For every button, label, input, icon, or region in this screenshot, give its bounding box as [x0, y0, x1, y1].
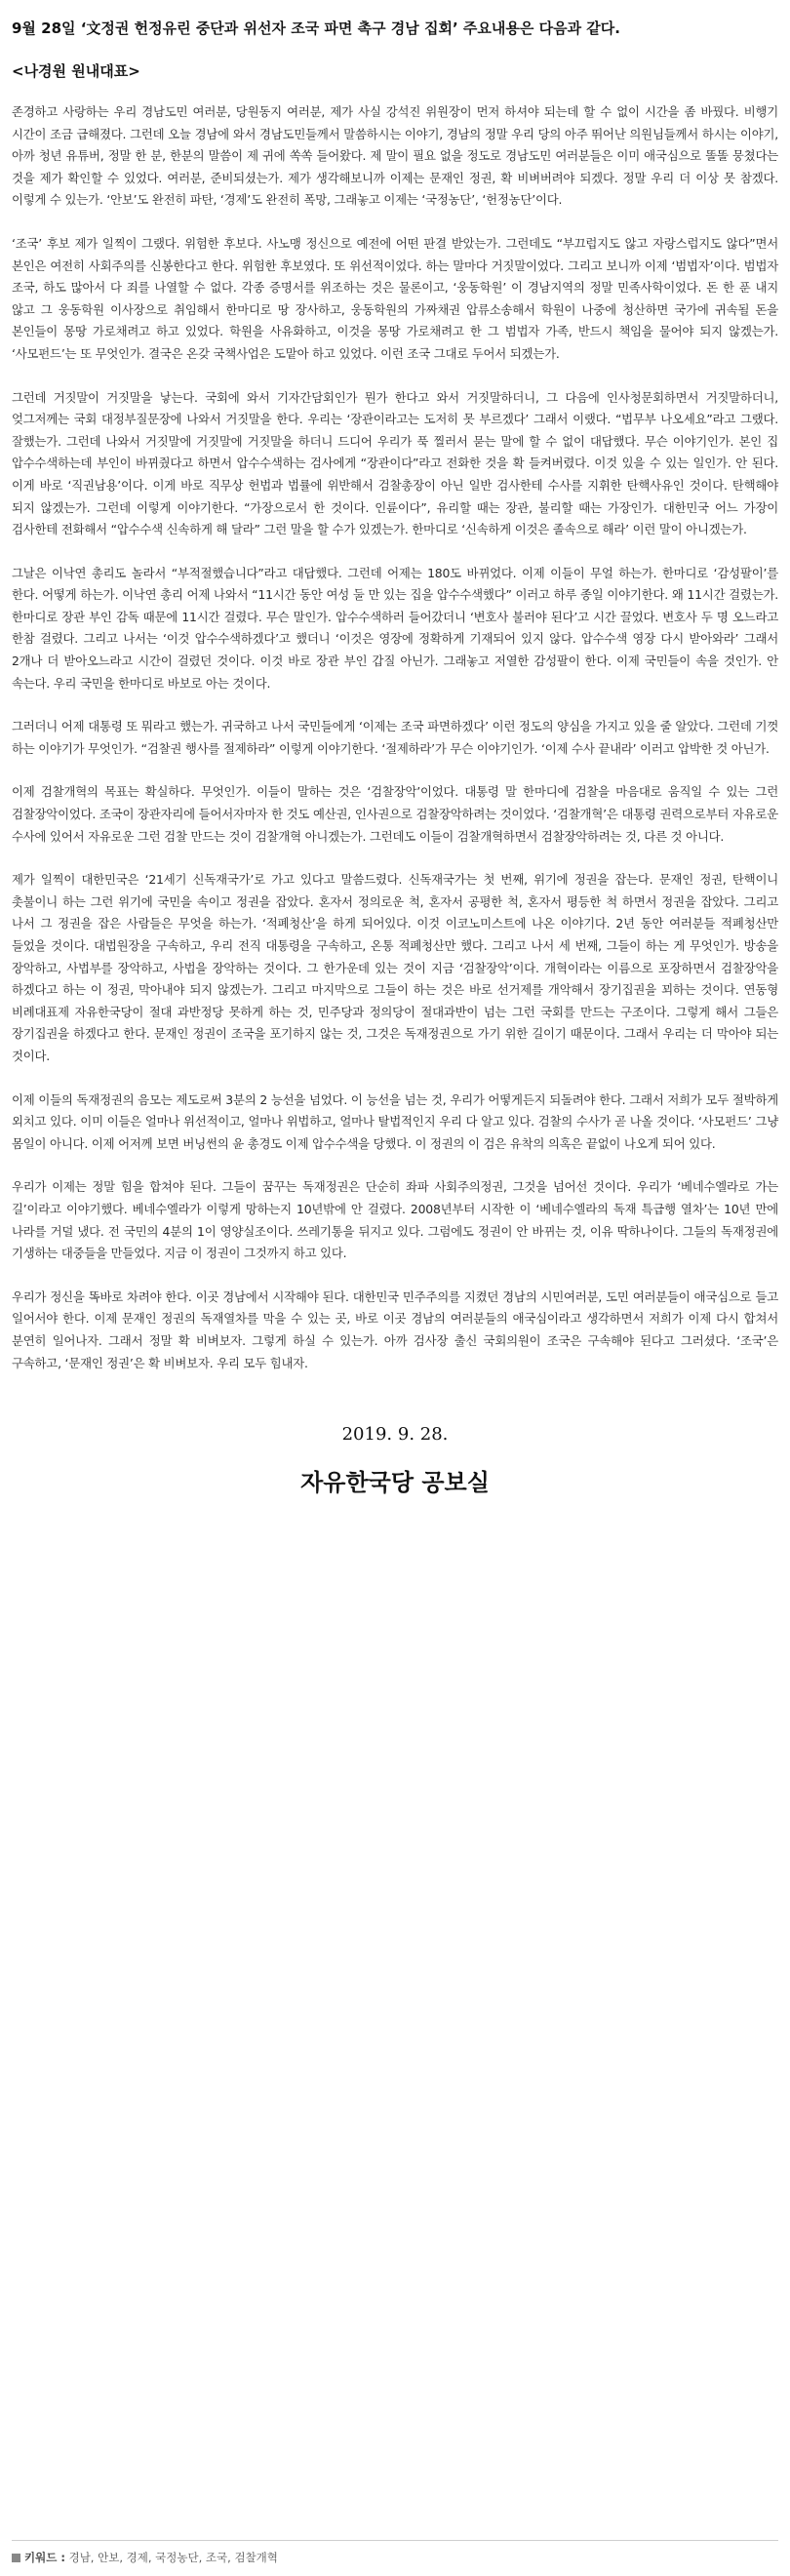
keywords-values: 경남, 안보, 경제, 국정농단, 조국, 검찰개혁: [68, 2551, 278, 2564]
headline: 9월 28일 ‘文정권 헌정유린 중단과 위선자 조국 파면 촉구 경남 집회’ 주요내용은 다음과 같다.: [12, 20, 620, 37]
speech-paragraph-3: 그런데 거짓말이 거짓말을 낳는다. 국회에 와서 기자간담회인가 뭔가 한다고 와서 거짓말하더니, 그 다음에 인사청문회하면서 거짓말하더니, 엊그저께는 국회 대정부질문장에 나와서 거짓말을 한다. 우리는 ‘장관이라고는 도저히 못 부르겠다’ 그래서 이랬다. “법무부 나오세요”라고 그랬다. 잘했는가. 그런데 나와서 거짓말에 거짓말에 거짓말을 하더니 드디어 우리가 푹 찔러서 묻는 말에 할 수 없이 대답했다. 무슨 이야기인가. 본인 집 압수수색하는데 부인이 바뀌줬다고 하면서 압수수색하는 검사에게 “장관이다”라고 전화한 것을 확 들켜버렸다. 이것 있을 수 있는 일인가. 안 된다. 이게 바로 ‘직권남용’이다. 이게 바로 직무상 헌법과 법률에 위반해서 검찰총장이 아닌 일반 검사한테 수사를 지휘한 탄핵사유인 것이다. 탄핵해야 되지 않겠는가. 그런데 이렇게 이야기한다. “가장으로서 한 것이다. 인륜이다”, 유리할 때는 장관, 불리할 때는 가장인가. 대한민국 어느 가장이 검사한테 전화해서 “압수수색 신속하게 해 달라” 그런 말을 할 수가 있겠는가. 한마디로 ‘신속하게 이것은 졸속으로 해라’ 이런 말이 아니겠는가.: [12, 389, 778, 537]
speech-paragraph-2: ‘조국’ 후보 제가 일찍이 그랬다. 위험한 후보다. 사노맹 정신으로 예전에 어떤 판결 받았는가. 그런데도 “부끄럽지도 않고 자랑스럽지도 않다”면서 본인은 여전히 사회주의를 신봉한다고 한다. 위험한 후보였다. 또 위선적이었다. 하는 말마다 거짓말이었다. 그리고 보니까 이제 ‘범법자’이다. 범법자 조국, 하도 많아서 다 죄를 나열할 수 없다. 각종 증명서를 위조하는 것은 물론이고, ‘웅동학원’ 이 경남지역의 정말 민족사학이었다. 돈 한 푼 내지 않고 그 웅동학원 이사장으로 취임해서 한마디로 땅 장사하고, 웅동학원의 가짜채권 압류소송해서 학원이 나중에 청산하면 국가에 귀속될 돈을 본인들이 몽땅 가로채려고 하고 있었다. 학원을 사유화하고, 이것을 몽땅 가로채려고 한 그 범법자 가족, 반드시 책임을 물어야 되지 않겠는가. ‘사모펀드’는 또 무엇인가. 결국은 온갖 국책사업은 도맡아 하고 있었다. 이런 조국 그대로 두어서 되겠는가.: [12, 235, 778, 361]
speech-paragraph-5: 그러더니 어제 대통령 또 뭐라고 했는가. 귀국하고 나서 국민들에게 ‘이제는 조국 파면하겠다’ 이런 정도의 양심을 가지고 있을 줄 알았다. 그런데 기껏 하는 이야기가 무엇인가. “검찰권 행사를 절제하라” 이렇게 이야기한다. ‘절제하라’가 무슨 이야기인가. ‘이제 수사 끝내라’ 이러고 압박한 것 아닌가.: [12, 719, 778, 756]
speech-paragraph-8: 이제 이들의 독재정권의 음모는 제도로써 3분의 2 능선을 넘었다. 이 능선을 넘는 것, 우리가 어떻게든지 되돌려야 한다. 그래서 저희가 모두 절박하게 외치고 있다. 이미 이들은 얼마나 위선적이고, 얼마나 위법하고, 얼마나 탈법적인지 우리 다 알고 있다. 검찰의 수사가 곧 나올 것이다. ‘사모펀드’ 그냥 몸일이 아니다. 이제 어저께 보면 버닝썬의 윤 총경도 이제 압수수색을 당했다. 이 정권의 이 검은 유착의 의혹은 끝없이 나오게 되어 있다.: [12, 1091, 778, 1151]
release-date: 2019. 9. 28.: [341, 1424, 449, 1446]
speech-paragraph-6: 이제 검찰개혁의 목표는 확실하다. 무엇인가. 이들이 말하는 것은 ‘검찰장악’이었다. 대통령 말 한마디에 검찰을 마음대로 움직일 수 있는 그런 검찰장악이었다. 조국이 장관자리에 들어서자마자 한 것도 예산권, 인사권으로 검찰장악하려는 것이었다. ‘검찰개혁’은 대통령 권력으로부터 자유로운 수사에 있어서 자유로운 그런 검찰 만드는 것이 검찰개혁 아니겠는가. 그런데도 이들이 검찰개혁하면서 검찰장악하려는 것, 다른 것 아니다.: [12, 784, 778, 844]
speech-body: [12, 101, 778, 1374]
speech-paragraph-4: 그날은 이낙연 총리도 놀라서 “부적절했습니다”라고 대답했다. 그런데 어제는 180도 바뀌었다. 이제 이들이 무얼 하는가. 한마디로 ‘감성팔이’를 한다. 어떻게 하는가. 이낙연 총리 어제 나와서 “11시간 동안 여성 둘 만 있는 집을 압수수색했다” 이러고 하루 종일 이야기한다. 왜 11시간 걸렸는가. 한마디로 장관 부인 감독 때문에 11시간 걸렸다. 무슨 말인가. 압수수색하러 들어갔더니 ‘변호사 불러야 된다’고 시간 끌었다. 변호사 두 명 오느라고 한참 걸렸다. 그리고 나서는 ‘이것 압수수색하겠다’고 했더니 ‘이것은 영장에 정확하게 기재되어 있지 않다. 압수수색 영장 다시 받아와라’ 그래서 2개나 더 받아오느라고 시간이 걸렸던 것이다. 이것 바로 장관 부인 갑질 아닌가. 그래놓고 저열한 감성팔이 한다. 이제 국민들이 속을 것인가. 안 속는다. 우리 국민을 한마디로 바보로 아는 것이다.: [12, 565, 778, 691]
speech-paragraph-9: 우리가 이제는 정말 힘을 합쳐야 된다. 그들이 꿈꾸는 독재정권은 단순히 좌파 사회주의정권, 그것을 넘어선 것이다. 우리가 ‘베네수엘라로 가는 길’이라고 이야기했다. 베네수엘라가 이렇게 망하는지 10년밖에 안 걸렸다. 2008년부터 시작한 이 ‘베네수엘라의 독재 특급행 열차’는 10년 만에 나라를 거덜 냈다. 전 국민의 4분의 1이 영양실조이다. 쓰레기통을 뒤지고 있다. 그럼에도 정권이 안 바뀌는 것, 이유 딱하나이다. 그들의 독재정권에 기생하는 대중들을 만들었다. 지금 이 정권이 그것까지 하고 있다.: [12, 1179, 778, 1261]
keywords-bar: [12, 2540, 778, 2566]
speaker-label: <나경원 원내대표>: [12, 62, 140, 80]
speech-paragraph-10: 우리가 정신을 똑바로 차려야 한다. 이곳 경남에서 시작해야 된다. 대한민국 민주주의를 지켰던 경남의 시민여러분, 도민 여러분들이 애국심으로 들고 일어서야 한다. 이제 문재인 정권의 독재열차를 막을 수 있는 곳, 바로 이곳 경남의 여러분들의 애국심이라고 생각하면서 저희가 이제 다시 합쳐서 분연히 일어나자. 그래서 정말 확 비벼보자. 그렇게 하실 수 있는가. 아까 검사장 출신 국회의원이 조국은 구속해야 된다고 그러셨다. ‘조국’은 구속하고, ‘문재인 정권’은 확 비벼보자. 우리 모두 힘내자.: [12, 1288, 778, 1370]
issuing-office: 자유한국당 공보실: [300, 1469, 490, 1497]
speech-paragraph-1: 존경하고 사랑하는 우리 경남도민 여러분, 당원동지 여러분, 제가 사실 강석진 위원장이 먼저 하셔야 되는데 할 수 없이 시간을 좀 바꿨다. 비행기 시간이 조금 급해졌다. 그런데 오늘 경남에 와서 경남도민들께서 말씀하시는 이야기, 경남의 정말 우리 당의 아주 뛰어난 의원님들께서 하시는 이야기, 아까 청년 유튜버, 정말 한 분, 한분의 말씀이 제 귀에 쏙쏙 들어왔다. 제 말이 필요 없을 정도로 경남도민 여러분들은 이미 애국심으로 똘똘 뭉쳤다는 것을 제가 확인할 수 있었다. 여러분, 준비되셨는가. 제가 생각해보니까 이제는 문재인 정권, 확 비벼버려야 되겠다. 정말 우리 더 이상 못 참겠다. 이렇게 수 있는가. ‘안보’도 완전히 파탄, ‘경제’도 완전히 폭망, 그래놓고 이제는 ‘국정농단’, ‘헌정농단’이다.: [12, 104, 778, 208]
bullet-square-icon: [12, 2554, 20, 2562]
speech-paragraph-7: 제가 일찍이 대한민국은 ‘21세기 신독재국가’로 가고 있다고 말씀드렸다. 신독재국가는 첫 번째, 위기에 정권을 잡는다. 문재인 정권, 탄핵이니 촛불이니 하는 그런 위기에 국민을 속이고 정권을 잡았다. 혼자서 정의로운 척, 혼자서 공평한 척, 혼자서 평등한 척 하면서 정권을 잡았다. 그리고 나서 그 정권을 잡은 사람들은 무엇을 하는가. ‘적폐청산’을 하게 되어있다. 이것 이코노미스트에 나온 이야기다. 2년 동안 여러분들 적폐청산만 들었을 것이다. 대법원장을 구속하고, 우리 전직 대통령을 구속하고, 온통 적폐청산만 했다. 그리고 나서 세 번째, 그들이 하는 게 무엇인가. 방송을 장악하고, 사법부를 장악하고, 사법을 장악하는 것이다. 그 한가운데 있는 것이 지금 ‘검찰장악’이다. 개혁이라는 이름으로 포장하면서 검찰장악을 하겠다고 하는 이 정권, 막아내야 되지 않겠는가. 그리고 마지막으로 그들이 하는 것은 바로 선거제를 개악해서 장기집권을 꾀하는 것이다. 연동형 비례대표제 자유한국당이 절대 과반정당 못하게 하는 것, 민주당과 정의당이 절대과반이 넘는 그런 국회를 만드는 구조이다. 그렇게 해서 그들은 장기집권을 하겠다고 한다. 문재인 정권이 조국을 포기하지 않는 것, 그것은 독재정권으로 가기 위한 길이기 때문이다. 그래서 우리는 더 막아야 되는 것이다.: [12, 872, 778, 1063]
keywords-label: 키워드 :: [24, 2551, 65, 2564]
